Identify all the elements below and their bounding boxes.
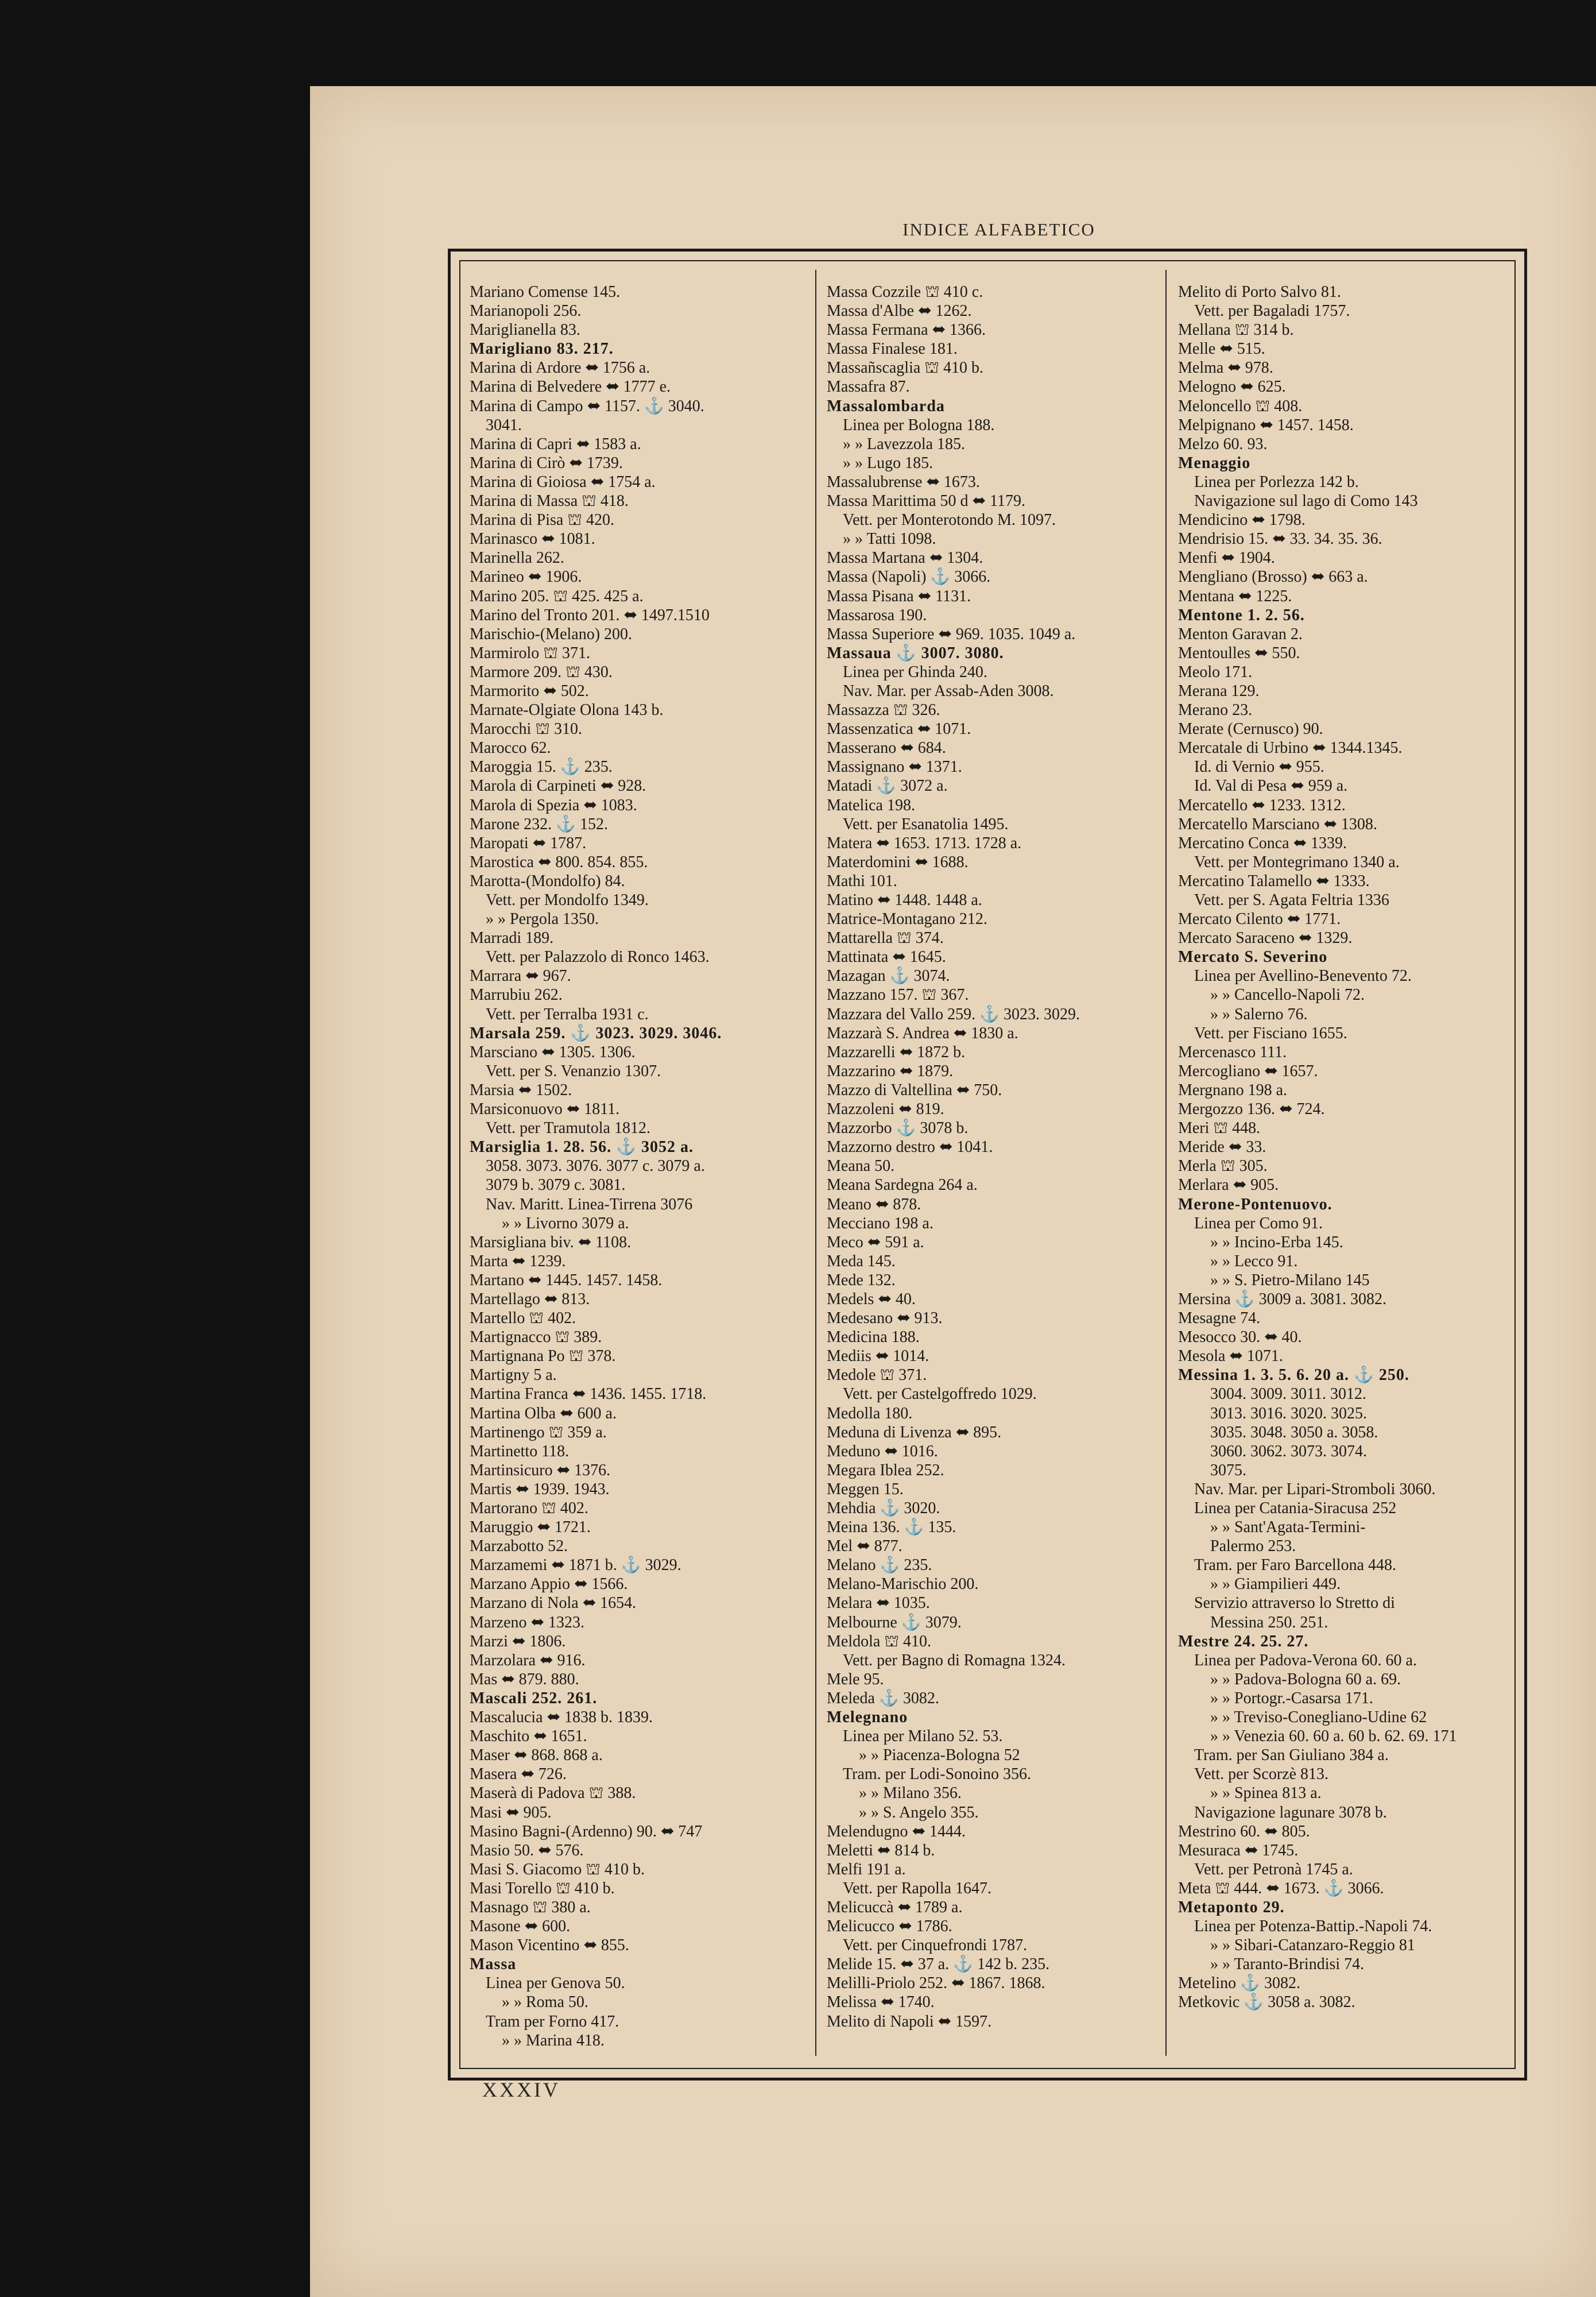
index-entry: Vett. per Cinquefrondi 1787. bbox=[843, 1936, 1028, 1955]
index-entry: Marina di Massa ⛫ 418. bbox=[470, 492, 629, 511]
index-entry: Marsiglia 1. 28. 56. ⚓ 3052 a. bbox=[470, 1138, 694, 1157]
index-entry: Mel ⬌ 877. bbox=[827, 1537, 902, 1556]
index-entry: Masone ⬌ 600. bbox=[470, 1917, 571, 1936]
index-entry: Mazzara del Vallo 259. ⚓ 3023. 3029. bbox=[827, 1005, 1080, 1023]
index-entry: Vett. per Petronà 1745 a. bbox=[1194, 1860, 1353, 1878]
index-entry: Massazza ⛫ 326. bbox=[827, 701, 940, 720]
index-entry: Vett. per Esanatolia 1495. bbox=[843, 815, 1009, 833]
index-entry: Marzolara ⬌ 916. bbox=[470, 1651, 586, 1669]
index-entry: Mattinata ⬌ 1645. bbox=[827, 948, 946, 966]
index-entry: Marinella 262. bbox=[470, 549, 564, 567]
index-entry: Medicina 188. bbox=[827, 1328, 920, 1347]
index-entry: Marradi 189. bbox=[470, 929, 554, 948]
index-entry: Mercenasco 111. bbox=[1178, 1043, 1287, 1061]
index-entry: Mas ⬌ 879. 880. bbox=[470, 1670, 579, 1688]
index-entry: » » Sibari-Catanzaro-Reggio 81 bbox=[1210, 1936, 1415, 1955]
index-entry: Mergozzo 136. ⬌ 724. bbox=[1178, 1100, 1325, 1119]
index-entry: Tram. per Lodi-Sonoino 356. bbox=[843, 1765, 1031, 1784]
index-entry: Matelica 198. bbox=[827, 796, 915, 814]
index-entry: Vett. per Tramutola 1812. bbox=[486, 1119, 650, 1138]
index-entry: Marina di Cirò ⬌ 1739. bbox=[470, 454, 623, 472]
index-entry: Melzo 60. 93. bbox=[1178, 435, 1268, 453]
index-entry: Mestre 24. 25. 27. bbox=[1178, 1632, 1309, 1650]
index-entry: Vett. per Bagno di Romagna 1324. bbox=[843, 1651, 1066, 1669]
index-entry: Mazzo di Valtellina ⬌ 750. bbox=[827, 1081, 1002, 1099]
page-number: XXXIV bbox=[482, 2078, 560, 2101]
index-entry: Linea per Padova-Verona 60. 60 a. bbox=[1194, 1651, 1417, 1669]
index-entry: Melogno ⬌ 625. bbox=[1178, 378, 1286, 396]
index-entry: Melendugno ⬌ 1444. bbox=[827, 1822, 966, 1840]
index-entry: Vett. per S. Agata Feltria 1336 bbox=[1194, 891, 1389, 909]
index-entry: Marsiconuovo ⬌ 1811. bbox=[470, 1100, 620, 1119]
index-entry: Massaua ⚓ 3007. 3080. bbox=[827, 644, 1004, 662]
index-entry: Massalubrense ⬌ 1673. bbox=[827, 473, 980, 491]
index-column-2 bbox=[827, 283, 1165, 2031]
index-entry: Maropati ⬌ 1787. bbox=[470, 834, 587, 852]
index-entry: Marone 232. ⚓ 152. bbox=[470, 815, 608, 833]
index-entry: Melide 15. ⬌ 37 a. ⚓ 142 b. 235. bbox=[827, 1955, 1050, 1974]
index-entry: Id. Val di Pesa ⬌ 959 a. bbox=[1194, 777, 1348, 795]
index-entry: Mariglianella 83. bbox=[470, 321, 580, 339]
index-entry: Marina di Capri ⬌ 1583 a. bbox=[470, 435, 641, 453]
index-entry: Marocco 62. bbox=[470, 739, 551, 757]
index-entry: Marzeno ⬌ 1323. bbox=[470, 1613, 584, 1631]
index-entry: Marrara ⬌ 967. bbox=[470, 967, 571, 985]
index-entry: » » Pergola 1350. bbox=[486, 910, 599, 929]
index-entry: Maschito ⬌ 1651. bbox=[470, 1727, 587, 1746]
index-entry: Melma ⬌ 978. bbox=[1178, 359, 1273, 377]
index-column-3 bbox=[1178, 283, 1517, 2012]
index-entry: Mazzarino ⬌ 1879. bbox=[827, 1062, 954, 1080]
index-entry: Martignacco ⛫ 389. bbox=[470, 1328, 602, 1347]
index-entry: Marmore 209. ⛫ 430. bbox=[470, 663, 613, 681]
index-entry: Marrubiu 262. bbox=[470, 986, 563, 1004]
index-entry: Marina di Pisa ⛫ 420. bbox=[470, 511, 615, 529]
index-entry: Messina 1. 3. 5. 6. 20 a. ⚓ 250. bbox=[1178, 1366, 1409, 1385]
index-entry: Massa Marittima 50 d ⬌ 1179. bbox=[827, 492, 1025, 511]
index-entry: Metkovic ⚓ 3058 a. 3082. bbox=[1178, 1993, 1355, 2012]
index-entry: Massa d'Albe ⬌ 1262. bbox=[827, 302, 972, 320]
index-entry: Marsala 259. ⚓ 3023. 3029. 3046. bbox=[470, 1024, 722, 1042]
index-entry: Mazzarà S. Andrea ⬌ 1830 a. bbox=[827, 1024, 1018, 1042]
index-entry: Martina Franca ⬌ 1436. 1455. 1718. bbox=[470, 1385, 707, 1403]
index-entry: Linea per Potenza-Battip.-Napoli 74. bbox=[1194, 1917, 1432, 1936]
index-entry: Metelino ⚓ 3082. bbox=[1178, 1974, 1300, 1993]
index-entry: » » Incino-Erba 145. bbox=[1210, 1233, 1343, 1251]
index-entry: Merano 23. bbox=[1178, 701, 1253, 720]
index-entry: Marzabotto 52. bbox=[470, 1537, 568, 1556]
index-entry: » » Roma 50. bbox=[502, 1993, 588, 2012]
index-entry: Marzamemi ⬌ 1871 b. ⚓ 3029. bbox=[470, 1556, 681, 1575]
index-entry: Mentone 1. 2. 56. bbox=[1178, 606, 1305, 624]
index-entry: Mehdia ⚓ 3020. bbox=[827, 1499, 940, 1517]
index-entry: Mesola ⬌ 1071. bbox=[1178, 1347, 1283, 1366]
index-entry: » » Lecco 91. bbox=[1210, 1252, 1298, 1270]
index-entry: Meri ⛫ 448. bbox=[1178, 1119, 1261, 1138]
index-entry: Tram per Forno 417. bbox=[486, 2012, 619, 2031]
index-entry: Marmirolo ⛫ 371. bbox=[470, 644, 591, 662]
index-entry: Martorano ⛫ 402. bbox=[470, 1499, 588, 1517]
index-entry: Masio 50. ⬌ 576. bbox=[470, 1841, 584, 1859]
index-entry: Melfi 191 a. bbox=[827, 1860, 906, 1878]
index-entry: Massa Finalese 181. bbox=[827, 340, 958, 358]
index-entry: 3075. bbox=[1210, 1461, 1246, 1479]
index-entry: Melano ⚓ 235. bbox=[827, 1556, 932, 1575]
index-entry: Masi ⬌ 905. bbox=[470, 1803, 552, 1822]
index-entry: Mascali 252. 261. bbox=[470, 1689, 598, 1707]
index-entry: Martello ⛫ 402. bbox=[470, 1309, 576, 1328]
index-entry: Martis ⬌ 1939. 1943. bbox=[470, 1480, 610, 1498]
index-entry: Meduno ⬌ 1016. bbox=[827, 1442, 938, 1460]
index-entry: Marzi ⬌ 1806. bbox=[470, 1632, 566, 1650]
index-entry: Mercato Cilento ⬌ 1771. bbox=[1178, 910, 1341, 929]
index-entry: » » Taranto-Brindisi 74. bbox=[1210, 1955, 1365, 1974]
index-entry: Mercato Saraceno ⬌ 1329. bbox=[1178, 929, 1353, 948]
index-entry: Marnate-Olgiate Olona 143 b. bbox=[470, 701, 664, 720]
index-entry: Massa Superiore ⬌ 969. 1035. 1049 a. bbox=[827, 625, 1076, 643]
index-entry: Vett. per Scorzè 813. bbox=[1194, 1765, 1329, 1784]
index-entry: Marineo ⬌ 1906. bbox=[470, 568, 582, 586]
index-entry: Marianopoli 256. bbox=[470, 302, 582, 320]
index-entry: » » Lugo 185. bbox=[843, 454, 933, 472]
index-entry: Melegnano bbox=[827, 1708, 908, 1727]
index-entry: Martinengo ⛫ 359 a. bbox=[470, 1423, 607, 1441]
index-entry: Meana 50. bbox=[827, 1157, 895, 1175]
index-entry: Massalombarda bbox=[827, 397, 945, 415]
index-entry: » » Cancello-Napoli 72. bbox=[1210, 986, 1365, 1004]
index-entry: Mazagan ⚓ 3074. bbox=[827, 967, 950, 985]
index-entry: Mattarella ⛫ 374. bbox=[827, 929, 944, 948]
index-entry: Medesano ⬌ 913. bbox=[827, 1309, 943, 1328]
index-entry: Mercatale di Urbino ⬌ 1344.1345. bbox=[1178, 739, 1403, 757]
index-entry: Marzano Appio ⬌ 1566. bbox=[470, 1575, 628, 1594]
index-entry: Mascalucia ⬌ 1838 b. 1839. bbox=[470, 1708, 653, 1727]
index-entry: 3058. 3073. 3076. 3077 c. 3079 a. bbox=[486, 1157, 705, 1175]
index-entry: Nav. Mar. per Lipari-Stromboli 3060. bbox=[1194, 1480, 1436, 1498]
index-entry: 3060. 3062. 3073. 3074. bbox=[1210, 1442, 1367, 1460]
index-entry: Meco ⬌ 591 a. bbox=[827, 1233, 924, 1251]
index-entry: Meana Sardegna 264 a. bbox=[827, 1176, 978, 1194]
index-entry: Melano-Marischio 200. bbox=[827, 1575, 979, 1594]
index-entry: Maroggia 15. ⚓ 235. bbox=[470, 758, 613, 776]
index-entry: Massa Martana ⬌ 1304. bbox=[827, 549, 983, 567]
index-entry: Mediis ⬌ 1014. bbox=[827, 1347, 929, 1366]
index-entry: Linea per Como 91. bbox=[1194, 1214, 1323, 1232]
index-entry: Navigazione sul lago di Como 143 bbox=[1194, 492, 1418, 511]
index-entry: Marino 205. ⛫ 425. 425 a. bbox=[470, 587, 644, 605]
index-entry: Maser ⬌ 868. 868 a. bbox=[470, 1746, 603, 1765]
index-entry: Masera ⬌ 726. bbox=[470, 1765, 567, 1784]
index-entry: Tram. per San Giuliano 384 a. bbox=[1194, 1746, 1389, 1765]
index-entry: Masserano ⬌ 684. bbox=[827, 739, 946, 757]
index-entry: Meletti ⬌ 814 b. bbox=[827, 1841, 935, 1859]
column-divider-1 bbox=[815, 270, 816, 2056]
index-entry: Masi Torello ⛫ 410 b. bbox=[470, 1879, 615, 1897]
index-entry: Maserà di Padova ⛫ 388. bbox=[470, 1784, 636, 1803]
index-entry: Vett. per Bagaladi 1757. bbox=[1194, 302, 1350, 320]
index-entry: Martano ⬌ 1445. 1457. 1458. bbox=[470, 1271, 663, 1289]
index-entry: Mathi 101. bbox=[827, 872, 897, 890]
index-entry: 3035. 3048. 3050 a. 3058. bbox=[1210, 1423, 1378, 1441]
index-entry: Marigliano 83. 217. bbox=[470, 340, 614, 358]
index-entry: Meldola ⛫ 410. bbox=[827, 1632, 932, 1650]
index-entry: Mellana ⛫ 314 b. bbox=[1178, 321, 1294, 339]
index-entry: Mendicino ⬌ 1798. bbox=[1178, 511, 1306, 529]
index-entry: Marsigliana biv. ⬌ 1108. bbox=[470, 1233, 632, 1251]
index-entry: 3004. 3009. 3011. 3012. bbox=[1210, 1385, 1366, 1403]
index-entry: Marmorito ⬌ 502. bbox=[470, 682, 589, 700]
index-entry: Merana 129. bbox=[1178, 682, 1260, 700]
index-entry: Massa Fermana ⬌ 1366. bbox=[827, 321, 986, 339]
index-entry: Vett. per S. Venanzio 1307. bbox=[486, 1062, 661, 1080]
index-entry: Merla ⛫ 305. bbox=[1178, 1157, 1268, 1175]
index-entry: Marola di Carpineti ⬌ 928. bbox=[470, 777, 646, 795]
index-entry: » » Piacenza-Bologna 52 bbox=[859, 1746, 1020, 1765]
index-entry: Massa (Napoli) ⚓ 3066. bbox=[827, 568, 991, 586]
index-entry: Melle ⬌ 515. bbox=[1178, 340, 1265, 358]
index-entry: Marta ⬌ 1239. bbox=[470, 1252, 566, 1270]
index-entry: Linea per Bologna 188. bbox=[843, 416, 995, 434]
index-entry: Meolo 171. bbox=[1178, 663, 1253, 681]
index-entry: Mazzano 157. ⛫ 367. bbox=[827, 986, 969, 1004]
index-entry: Massignano ⬌ 1371. bbox=[827, 758, 962, 776]
index-entry: Mazzorno destro ⬌ 1041. bbox=[827, 1138, 993, 1157]
index-entry: » » Salerno 76. bbox=[1210, 1005, 1308, 1023]
index-entry: Vett. per Castelgoffredo 1029. bbox=[843, 1385, 1037, 1403]
index-entry: » » S. Pietro-Milano 145 bbox=[1210, 1271, 1370, 1289]
index-entry: Melara ⬌ 1035. bbox=[827, 1594, 930, 1612]
index-entry: Meride ⬌ 33. bbox=[1178, 1138, 1266, 1157]
index-entry: Martignana Po ⛫ 378. bbox=[470, 1347, 616, 1366]
index-entry: Mazzoleni ⬌ 819. bbox=[827, 1100, 944, 1119]
index-entry: Vett. per Mondolfo 1349. bbox=[486, 891, 649, 909]
index-entry: Menfi ⬌ 1904. bbox=[1178, 549, 1275, 567]
index-entry: Marola di Spezia ⬌ 1083. bbox=[470, 796, 637, 814]
index-entry: Melpignano ⬌ 1457. 1458. bbox=[1178, 416, 1354, 434]
index-entry: Vett. per Palazzolo di Ronco 1463. bbox=[486, 948, 710, 966]
index-entry: Marsia ⬌ 1502. bbox=[470, 1081, 572, 1099]
index-entry: Navigazione lagunare 3078 b. bbox=[1194, 1803, 1387, 1822]
index-entry: Linea per Ghinda 240. bbox=[843, 663, 987, 681]
index-entry: Meduna di Livenza ⬌ 895. bbox=[827, 1423, 1002, 1441]
index-entry: » » Livorno 3079 a. bbox=[502, 1214, 629, 1232]
index-entry: Meleda ⚓ 3082. bbox=[827, 1689, 939, 1707]
index-entry: Meloncello ⛫ 408. bbox=[1178, 397, 1303, 415]
index-entry: Mercogliano ⬌ 1657. bbox=[1178, 1062, 1318, 1080]
index-entry: Marina di Belvedere ⬌ 1777 e. bbox=[470, 378, 671, 396]
index-entry: Mersina ⚓ 3009 a. 3081. 3082. bbox=[1178, 1290, 1387, 1308]
index-entry: Linea per Genova 50. bbox=[486, 1974, 625, 1993]
index-entry: Matino ⬌ 1448. 1448 a. bbox=[827, 891, 982, 909]
index-entry: Martellago ⬌ 813. bbox=[470, 1290, 590, 1308]
index-entry: Merone-Pontenuovo. bbox=[1178, 1195, 1332, 1213]
index-entry: 3079 b. 3079 c. 3081. bbox=[486, 1176, 626, 1194]
index-entry: Medolla 180. bbox=[827, 1404, 913, 1422]
index-entry: Martinetto 118. bbox=[470, 1442, 570, 1460]
index-entry: Palermo 253. bbox=[1210, 1537, 1296, 1556]
column-divider-2 bbox=[1165, 270, 1167, 2056]
index-entry: Marina di Ardore ⬌ 1756 a. bbox=[470, 359, 650, 377]
index-entry: » » S. Angelo 355. bbox=[859, 1803, 979, 1822]
index-entry: Masnago ⛫ 380 a. bbox=[470, 1898, 591, 1916]
index-entry: Vett. per Montegrimano 1340 a. bbox=[1194, 853, 1400, 871]
index-entry: Vett. per Fisciano 1655. bbox=[1194, 1024, 1347, 1042]
index-entry: Mazzorbo ⚓ 3078 b. bbox=[827, 1119, 969, 1138]
index-entry: Marsciano ⬌ 1305. 1306. bbox=[470, 1043, 636, 1061]
index-entry: » » Portogr.-Casarsa 171. bbox=[1210, 1689, 1373, 1707]
index-entry: Melito di Napoli ⬌ 1597. bbox=[827, 2012, 992, 2031]
index-entry: » » Sant'Agata-Termini- bbox=[1210, 1518, 1366, 1537]
index-entry: Meta ⛫ 444. ⬌ 1673. ⚓ 3066. bbox=[1178, 1879, 1384, 1897]
index-entry: Melicucco ⬌ 1786. bbox=[827, 1917, 952, 1936]
index-entry: Melilli-Priolo 252. ⬌ 1867. 1868. bbox=[827, 1974, 1045, 1993]
index-entry: Matrice-Montagano 212. bbox=[827, 910, 987, 929]
index-entry: Martigny 5 a. bbox=[470, 1366, 557, 1385]
index-entry: Linea per Catania-Siracusa 252 bbox=[1194, 1499, 1397, 1517]
index-entry: Masino Bagni-(Ardenno) 90. ⬌ 747 bbox=[470, 1822, 703, 1840]
index-entry: Massañscaglia ⛫ 410 b. bbox=[827, 359, 984, 377]
index-entry: Mele 95. bbox=[827, 1670, 884, 1688]
index-entry: Marotta-(Mondolfo) 84. bbox=[470, 872, 625, 890]
index-entry: Vett. per Rapolla 1647. bbox=[843, 1879, 991, 1897]
index-entry: Mestrino 60. ⬌ 805. bbox=[1178, 1822, 1310, 1840]
index-entry: Meggen 15. bbox=[827, 1480, 904, 1498]
index-entry: Marina di Gioiosa ⬌ 1754 a. bbox=[470, 473, 656, 491]
index-entry: Megara Iblea 252. bbox=[827, 1461, 944, 1479]
index-entry: » » Treviso-Conegliano-Udine 62 bbox=[1210, 1708, 1427, 1727]
index-entry: Materdomini ⬌ 1688. bbox=[827, 853, 969, 871]
index-entry: Mesocco 30. ⬌ 40. bbox=[1178, 1328, 1302, 1347]
index-entry: Mecciano 198 a. bbox=[827, 1214, 933, 1232]
index-entry: Merlara ⬌ 905. bbox=[1178, 1176, 1279, 1194]
index-entry: Mengliano (Brosso) ⬌ 663 a. bbox=[1178, 568, 1368, 586]
index-entry: Mentoulles ⬌ 550. bbox=[1178, 644, 1300, 662]
index-entry: Meano ⬌ 878. bbox=[827, 1195, 921, 1213]
index-entry: Mercatello ⬌ 1233. 1312. bbox=[1178, 796, 1346, 814]
index-entry: Servizio attraverso lo Stretto di bbox=[1194, 1594, 1395, 1612]
index-entry: Martina Olba ⬌ 600 a. bbox=[470, 1404, 617, 1422]
index-entry: Medels ⬌ 40. bbox=[827, 1290, 916, 1308]
index-column-1 bbox=[470, 283, 808, 2050]
index-entry: Melissa ⬌ 1740. bbox=[827, 1993, 935, 2012]
index-entry: Vett. per Terralba 1931 c. bbox=[486, 1005, 649, 1023]
index-entry: Tram. per Faro Barcellona 448. bbox=[1194, 1556, 1396, 1575]
index-entry: Mason Vicentino ⬌ 855. bbox=[470, 1936, 629, 1955]
index-entry: Linea per Avellino-Benevento 72. bbox=[1194, 967, 1412, 985]
index-entry: Matadi ⚓ 3072 a. bbox=[827, 777, 948, 795]
index-entry: Marostica ⬌ 800. 854. 855. bbox=[470, 853, 648, 871]
index-entry: Melbourne ⚓ 3079. bbox=[827, 1613, 962, 1631]
index-entry: » » Venezia 60. 60 a. 60 b. 62. 69. 171 bbox=[1210, 1727, 1457, 1746]
index-entry: Id. di Vernio ⬌ 955. bbox=[1194, 758, 1324, 776]
index-entry: Mercatello Marsciano ⬌ 1308. bbox=[1178, 815, 1377, 833]
index-entry: Menaggio bbox=[1178, 454, 1251, 472]
index-entry: Marzano di Nola ⬌ 1654. bbox=[470, 1594, 637, 1612]
index-entry: Merate (Cernusco) 90. bbox=[1178, 720, 1323, 738]
index-entry: Mentana ⬌ 1225. bbox=[1178, 587, 1292, 605]
index-entry: Martinsicuro ⬌ 1376. bbox=[470, 1461, 611, 1479]
index-entry: Linea per Porlezza 142 b. bbox=[1194, 473, 1359, 491]
index-entry: 3041. bbox=[486, 416, 522, 434]
index-entry: Mercatino Talamello ⬌ 1333. bbox=[1178, 872, 1370, 890]
index-entry: Nav. Mar. per Assab-Aden 3008. bbox=[843, 682, 1054, 700]
index-entry: Mesagne 74. bbox=[1178, 1309, 1261, 1328]
index-entry: Massa bbox=[470, 1955, 517, 1974]
index-entry: Massenzatica ⬌ 1071. bbox=[827, 720, 971, 738]
index-entry: » » Lavezzola 185. bbox=[843, 435, 966, 453]
index-entry: Messina 250. 251. bbox=[1210, 1613, 1328, 1631]
index-entry: Medole ⛫ 371. bbox=[827, 1366, 927, 1385]
index-entry: Maruggio ⬌ 1721. bbox=[470, 1518, 591, 1537]
index-entry: Massa Pisana ⬌ 1131. bbox=[827, 587, 971, 605]
index-entry: Massafra 87. bbox=[827, 378, 910, 396]
index-entry: Mesuraca ⬌ 1745. bbox=[1178, 1841, 1299, 1859]
index-entry: Marino del Tronto 201. ⬌ 1497.1510 bbox=[470, 606, 710, 624]
index-entry: » » Spinea 813 a. bbox=[1210, 1784, 1322, 1803]
page-header: INDICE ALFABETICO bbox=[902, 219, 1095, 239]
index-entry: Marina di Campo ⬌ 1157. ⚓ 3040. bbox=[470, 397, 704, 415]
index-entry: Mede 132. bbox=[827, 1271, 896, 1289]
index-entry: Marocchi ⛫ 310. bbox=[470, 720, 583, 738]
index-entry: Meda 145. bbox=[827, 1252, 896, 1270]
index-entry: 3013. 3016. 3020. 3025. bbox=[1210, 1404, 1367, 1422]
index-entry: Mendrisio 15. ⬌ 33. 34. 35. 36. bbox=[1178, 530, 1382, 548]
index-entry: Marinasco ⬌ 1081. bbox=[470, 530, 595, 548]
index-entry: Mercato S. Severino bbox=[1178, 948, 1328, 966]
index-entry: Mariano Comense 145. bbox=[470, 283, 621, 301]
index-entry: » » Milano 356. bbox=[859, 1784, 962, 1803]
index-entry: Masi S. Giacomo ⛫ 410 b. bbox=[470, 1860, 645, 1878]
index-entry: Nav. Maritt. Linea-Tirrena 3076 bbox=[486, 1195, 693, 1213]
index-entry: » » Padova-Bologna 60 a. 69. bbox=[1210, 1670, 1401, 1688]
index-entry: Mazzarelli ⬌ 1872 b. bbox=[827, 1043, 966, 1061]
index-entry: Metaponto 29. bbox=[1178, 1898, 1285, 1916]
index-entry: Massa Cozzile ⛫ 410 c. bbox=[827, 283, 983, 301]
index-entry: Vett. per Monterotondo M. 1097. bbox=[843, 511, 1056, 529]
index-entry: Mercatino Conca ⬌ 1339. bbox=[1178, 834, 1347, 852]
index-entry: Marischio-(Melano) 200. bbox=[470, 625, 633, 643]
index-entry: Linea per Milano 52. 53. bbox=[843, 1727, 1003, 1746]
index-entry: Meina 136. ⚓ 135. bbox=[827, 1518, 956, 1537]
index-entry: Menton Garavan 2. bbox=[1178, 625, 1303, 643]
index-entry: Melito di Porto Salvo 81. bbox=[1178, 283, 1341, 301]
index-entry: Massarosa 190. bbox=[827, 606, 927, 624]
index-entry: » » Marina 418. bbox=[502, 2031, 605, 2049]
index-entry: » » Tatti 1098. bbox=[843, 530, 936, 548]
index-entry: Mergnano 198 a. bbox=[1178, 1081, 1287, 1099]
index-entry: Melicuccà ⬌ 1789 a. bbox=[827, 1898, 963, 1916]
index-entry: » » Giampilieri 449. bbox=[1210, 1575, 1341, 1594]
index-entry: Matera ⬌ 1653. 1713. 1728 a. bbox=[827, 834, 1022, 852]
